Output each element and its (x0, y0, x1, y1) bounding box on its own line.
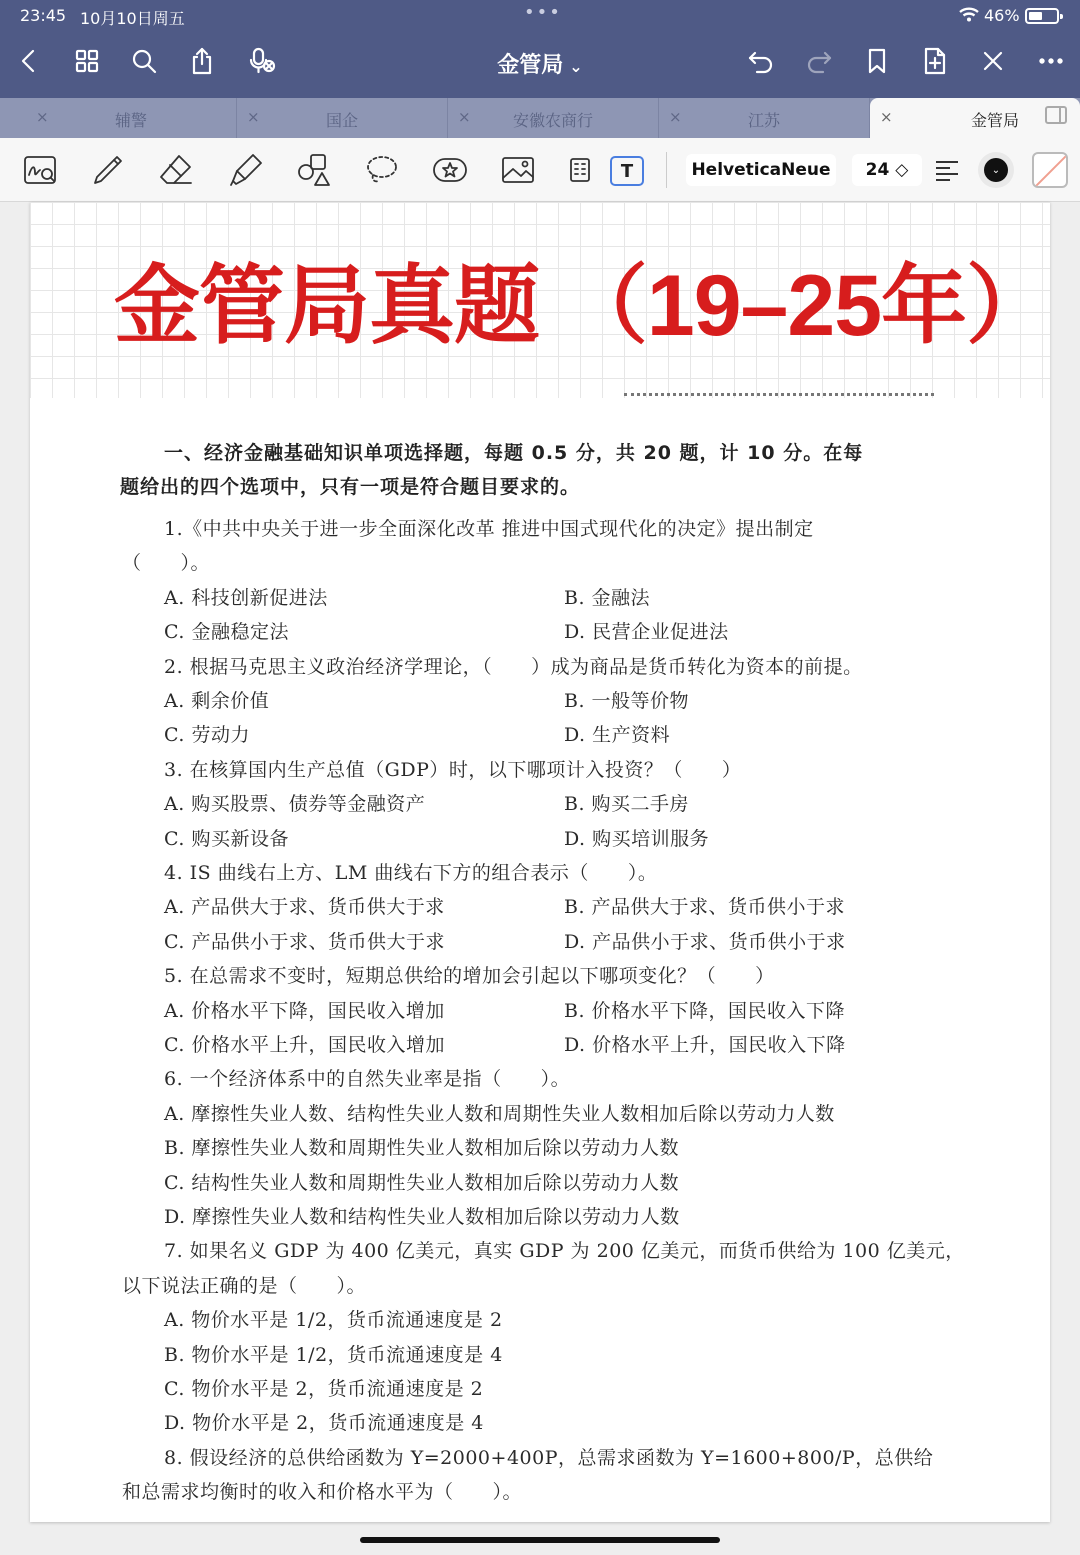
question-continuation: 和总需求均衡时的收入和价格水平为（ ）。 (122, 1481, 523, 1504)
search-icon[interactable] (127, 44, 161, 78)
status-time: 23:45 (20, 6, 67, 25)
lasso-tool-icon[interactable] (362, 150, 402, 190)
tab-close-icon[interactable]: × (880, 108, 893, 126)
tab-label: 金管局 (970, 111, 1019, 130)
question-stem: 4. IS 曲线右上方、LM 曲线右下方的组合表示（ ）。 (164, 862, 658, 884)
answer-option: B. 一般等价物 (564, 690, 690, 712)
highlighter-tool-icon[interactable] (226, 150, 266, 190)
tab-国企[interactable] (237, 98, 448, 138)
tab-label: 安徽农商行 (512, 111, 593, 130)
battery-percent: 46% (984, 6, 1020, 25)
answer-option: B. 物价水平是 1/2，货币流通速度是 4 (164, 1343, 503, 1366)
chevron-down-icon: ⌄ (984, 158, 1008, 182)
eraser-tool-icon[interactable] (156, 150, 196, 190)
font-size-stepper[interactable]: 24 ◇ (852, 154, 922, 186)
answer-option: C. 购买新设备 (164, 827, 289, 850)
answer-option: C. 产品供小于求、货币供大于求 (164, 930, 445, 953)
answer-option: D. 生产资料 (564, 724, 671, 747)
handwriting-zoom-icon[interactable] (20, 150, 60, 190)
text-tool-icon: T (620, 160, 634, 182)
background-color-button[interactable] (1032, 152, 1068, 188)
top-bar (0, 0, 1080, 98)
home-indicator[interactable] (360, 1537, 720, 1543)
status-date: 10月10日周五 (80, 9, 185, 28)
answer-option: D. 价格水平上升，国民收入下降 (564, 1034, 846, 1056)
tab-close-icon[interactable]: × (669, 108, 682, 126)
answer-option: C. 价格水平上升，国民收入增加 (164, 1034, 445, 1056)
answer-option: A. 价格水平下降，国民收入增加 (164, 999, 445, 1022)
tab-label: 江苏 (747, 111, 780, 130)
document-title-menu[interactable] (440, 48, 640, 79)
answer-option: C. 金融稳定法 (164, 621, 289, 644)
undo-icon[interactable] (744, 44, 778, 78)
question-stem: 6. 一个经济体系中的自然失业率是指（ ）。 (164, 1068, 571, 1091)
shapes-tool-icon[interactable] (294, 150, 334, 190)
chevron-down-icon: ⌄ (569, 57, 583, 76)
thumbnail-grid-icon[interactable] (70, 44, 104, 78)
tab-close-icon[interactable]: × (458, 108, 471, 126)
redo-icon[interactable] (802, 44, 836, 78)
tab-label: 辅警 (114, 111, 147, 130)
sidebar-toggle-icon[interactable] (1045, 106, 1067, 124)
camera-scan-icon[interactable] (560, 150, 600, 190)
answer-option: D. 摩擦性失业人数和结构性失业人数相加后除以劳动力人数 (164, 1206, 680, 1228)
answer-option: B. 产品供大于求、货币供小于求 (564, 896, 846, 919)
document-title: 金管局 (497, 53, 564, 78)
question-stem: 1.《中共中央关于进一步全面深化改革 推进中国式现代化的决定》提出制定 (164, 518, 814, 540)
pen-tool-icon[interactable] (88, 150, 128, 190)
add-page-icon[interactable] (918, 44, 952, 78)
question-stem: 7. 如果名义 GDP 为 400 亿美元，真实 GDP 为 200 亿美元，而货币供给为 100 亿美元， (164, 1240, 965, 1263)
close-edit-icon[interactable] (976, 44, 1010, 78)
question-stem: 5. 在总需求不变时，短期总供给的增加会引起以下哪项变化？（ ） (164, 965, 775, 988)
microphone-off-icon[interactable] (245, 44, 279, 78)
image-tool-icon[interactable] (498, 150, 538, 190)
tab-安徽农商行[interactable] (448, 98, 659, 138)
question-continuation: 以下说法正确的是（ ）。 (122, 1274, 367, 1297)
answer-option: D. 民营企业促进法 (564, 621, 729, 644)
answer-option: A. 剩余价值 (164, 690, 270, 712)
tab-辅警[interactable] (26, 98, 237, 138)
battery-icon (1025, 8, 1059, 24)
answer-option: C. 结构性失业人数和周期性失业人数相加后除以劳动力人数 (164, 1171, 679, 1194)
bookmark-icon[interactable] (860, 44, 894, 78)
question-stem: 8. 假设经济的总供给函数为 Y=2000+400P，总需求函数为 Y=1600+800/P，总供给 (164, 1446, 934, 1469)
font-family-selector[interactable]: HelveticaNeue (686, 154, 836, 186)
question-stem: 3. 在核算国内生产总值（GDP）时，以下哪项计入投资？（ ） (164, 758, 742, 781)
question-stem: 2. 根据马克思主义政治经济学理论，（ ）成为商品是货币转化为资本的前提。 (164, 655, 863, 678)
answer-option: A. 摩擦性失业人数、结构性失业人数和周期性失业人数相加后除以劳动力人数 (164, 1102, 835, 1125)
answer-option: D. 产品供小于求、货币供小于求 (564, 930, 846, 953)
tool-bar (0, 138, 1080, 202)
back-chevron-icon[interactable] (12, 44, 46, 78)
text-color-button[interactable] (978, 152, 1014, 188)
tab-label: 国企 (325, 111, 358, 130)
answer-option: B. 摩擦性失业人数和周期性失业人数相加后除以劳动力人数 (164, 1137, 680, 1160)
answer-option: D. 购买培训服务 (564, 827, 710, 850)
answer-option: D. 物价水平是 2，货币流通速度是 4 (164, 1412, 484, 1435)
answer-option: A. 物价水平是 1/2，货币流通速度是 2 (164, 1309, 503, 1332)
wifi-icon (958, 6, 980, 22)
section-heading: 一、经济金融基础知识单项选择题，每题 0.5 分，共 20 题，计 10 分。在每 (164, 442, 864, 464)
exam-paper-image (30, 398, 1050, 1522)
answer-option: B. 金融法 (564, 586, 651, 609)
answer-option: B. 购买二手房 (564, 793, 690, 816)
answer-option: A. 科技创新促进法 (164, 586, 328, 609)
more-icon[interactable] (1034, 44, 1068, 78)
toolbar-divider (666, 152, 667, 188)
tab-bar (0, 98, 1080, 138)
text-tool-button[interactable] (610, 156, 644, 186)
document-page[interactable] (30, 202, 1050, 1522)
banner-title: 金管局真题 （19–25年） (114, 258, 1052, 354)
tab-close-icon[interactable]: × (36, 108, 49, 126)
multitasking-dots[interactable]: ••• (524, 2, 562, 23)
answer-option: C. 劳动力 (164, 724, 250, 747)
question-continuation: （ ）。 (122, 552, 211, 575)
answer-option: A. 产品供大于求、货币供大于求 (164, 896, 445, 919)
section-heading: 题给出的四个选项中，只有一项是符合题目要求的。 (120, 476, 581, 498)
answer-option: A. 购买股票、债券等金融资产 (164, 793, 426, 816)
tab-close-icon[interactable]: × (247, 108, 260, 126)
cropped-text-remnant (624, 390, 934, 396)
tab-江苏[interactable] (659, 98, 870, 138)
answer-option: C. 物价水平是 2，货币流通速度是 2 (164, 1378, 484, 1400)
share-icon[interactable] (185, 44, 219, 78)
answer-option: B. 价格水平下降，国民收入下降 (564, 999, 846, 1022)
elements-tool-icon[interactable] (430, 150, 470, 190)
text-align-icon[interactable] (934, 158, 960, 182)
